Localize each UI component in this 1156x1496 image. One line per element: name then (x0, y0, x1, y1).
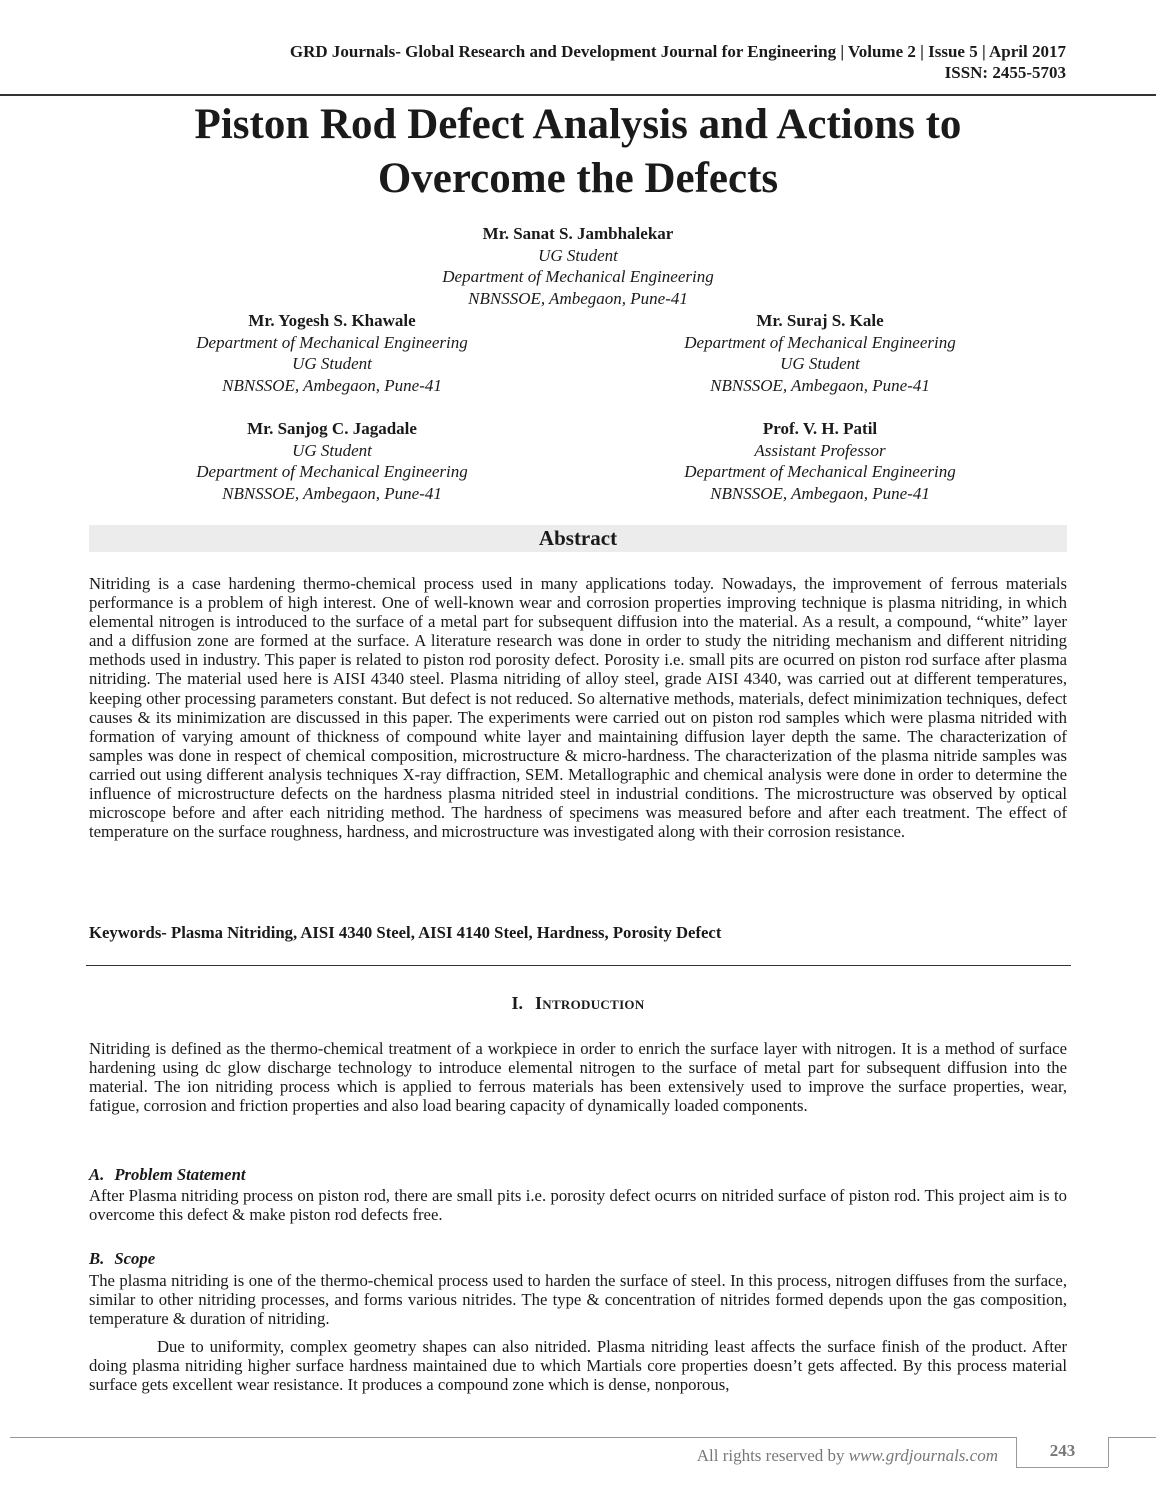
author-name: Prof. V. H. Patil (762, 419, 878, 438)
subsection-label: A. (89, 1165, 105, 1184)
author-affiliation: UG Student (538, 245, 618, 265)
author-block-1 (328, 223, 828, 309)
author-affiliation: UG Student (780, 354, 860, 373)
issn: ISSN: 2455-5703 (944, 63, 1066, 82)
author-affiliation: NBNSSOE, Ambegaon, Pune-41 (222, 375, 442, 395)
subsection-title: Scope (114, 1249, 156, 1268)
footer-rights-text: All rights reserved by (696, 1446, 849, 1465)
subsection-title: Problem Statement (114, 1165, 246, 1184)
author-affiliation: UG Student (292, 354, 372, 373)
author-name: Mr. Yogesh S. Khawale (248, 311, 416, 330)
footer-copyright (697, 1446, 998, 1466)
author-affiliation: Assistant Professor (754, 440, 886, 460)
section-divider (86, 965, 1071, 966)
footer-divider (10, 1437, 1017, 1438)
problem-statement-text: After Plasma nitriding process on piston rod, there are small pits i.e. porosity defect ocurrs on nitrided surface of piston rod. This project aim is to overcome this defect & make piston rod defects free. (89, 1186, 1067, 1225)
title-line-2: Overcome the Defects (377, 155, 779, 202)
paper-title (90, 98, 1066, 206)
subsection-label: B. (89, 1249, 105, 1268)
section-title: Introduction (534, 993, 645, 1013)
author-block-2 (132, 310, 532, 396)
author-affiliation: NBNSSOE, Ambegaon, Pune-41 (468, 288, 688, 308)
author-name: Mr. Sanjog C. Jagadale (247, 419, 417, 438)
scope-text-2: Due to uniformity, complex geometry shapes can also nitrided. Plasma nitriding least affects the surface finish of the product. After doing plasma nitriding higher surface hardness maintained due to which Martials core properties doesn’t gets affected. By this process material surface gets excellent wear resistance. It produces a compound zone which is dense, nonporous, (89, 1337, 1067, 1395)
author-name: Mr. Suraj S. Kale (756, 311, 884, 330)
abstract-heading: Abstract (89, 525, 1067, 552)
header-divider (0, 94, 1156, 96)
footer-box-edge (1108, 1437, 1109, 1467)
title-line-1: Piston Rod Defect Analysis and Actions to (194, 101, 962, 148)
author-affiliation: Department of Mechanical Engineering (196, 332, 468, 352)
author-block-5 (620, 418, 1020, 504)
author-affiliation: Department of Mechanical Engineering (442, 267, 714, 286)
footer-url[interactable]: www.grdjournals.com (848, 1446, 998, 1465)
abstract-text: Nitriding is a case hardening thermo-chemical process used in many applications today. Nowadays, the improvement of ferrous materials performance is a problem of high interest. One of well-known wear and corrosion properties improving technique is plasma nitriding, in which elemental nitrogen is introduced to the surface of a metal part for subsequent diffusion into the material. As a result, a compound, “white” layer and a diffusion zone are formed at the surface. A literature research was done in order to study the nitriding mechanism and different nitriding methods used in industry. This paper is related to piston rod porosity defect. Porosity i.e. small pits are ocurred on piston rod surface after plasma nitriding. The material used here is AISI 4340 steel. Plasma nitriding of alloy steel, grade AISI 4340, was carried out at different temperatures, keeping other processing parameters constant. But defect is not reduced. So alternative methods, materials, defect minimization techniques, defect causes & its minimization are discussed in this paper. The experiments were carried out on piston rod samples which were plasma nitrided with formation of varying amount of thickness of compound white layer and maintaining diffusion layer depth the same. The characterization of samples was done in respect of chemical composition, microstructure & micro-hardness. The characterization of the plasma nitride samples was carried out using different analysis techniques X-ray diffraction, SEM. Metallographic and chemical analysis were done in order to determine the influence of microstructure defects on the hardness plasma nitrided steel in industrial conditions. The microstructure was observed by optical microscope before and after each nitriding method. The hardness of specimens was measured before and after each treatment. The effect of temperature on the surface roughness, hardness, and microstructure was investigated along with their corrosion resistance. (89, 574, 1067, 842)
author-name: Mr. Sanat S. Jambhalekar (482, 224, 674, 243)
section-heading-introduction (89, 993, 1067, 1014)
subsection-heading-scope (89, 1249, 155, 1269)
author-block-3 (620, 310, 1020, 396)
subsection-heading-problem (89, 1165, 246, 1185)
section-number: I. (511, 993, 523, 1013)
author-affiliation: NBNSSOE, Ambegaon, Pune-41 (710, 483, 930, 503)
page-number: 243 (1049, 1441, 1076, 1460)
scope-text-1: The plasma nitriding is one of the thermo-chemical process used to harden the surface of steel. In this process, nitrogen diffuses from the surface, similar to other nitriding processes, and forms various nitrides. The type & concentration of nitrides formed depends upon the gas composition, temperature & duration of nitriding. (89, 1271, 1067, 1329)
introduction-text: Nitriding is defined as the thermo-chemical treatment of a workpiece in order to enrich the surface layer with nitrogen. It is a method of surface hardening using dc glow discharge technology to introduce elemental nitrogen to the surface of metal part for subsequent diffusion into the material. The ion nitriding process which is applied to ferrous materials has been extensively used to improve the surface properties, wear, fatigue, corrosion and friction properties and also load bearing capacity of dynamically loaded components. (89, 1039, 1067, 1116)
journal-header: GRD Journals- Global Research and Development Journal for Engineering | Volume 2 | Issue 5 | April 2017 (289, 42, 1066, 61)
footer-box-edge (1016, 1467, 1108, 1468)
author-affiliation: NBNSSOE, Ambegaon, Pune-41 (222, 483, 442, 503)
author-affiliation: NBNSSOE, Ambegaon, Pune-41 (710, 375, 930, 395)
author-block-4 (132, 418, 532, 504)
author-affiliation: UG Student (292, 440, 372, 460)
footer-box-edge (1108, 1437, 1156, 1438)
author-affiliation: Department of Mechanical Engineering (196, 462, 468, 481)
keywords: Keywords- Plasma Nitriding, AISI 4340 Steel, AISI 4140 Steel, Hardness, Porosity Defect (89, 923, 722, 942)
author-affiliation: Department of Mechanical Engineering (684, 462, 956, 481)
author-affiliation: Department of Mechanical Engineering (684, 332, 956, 352)
